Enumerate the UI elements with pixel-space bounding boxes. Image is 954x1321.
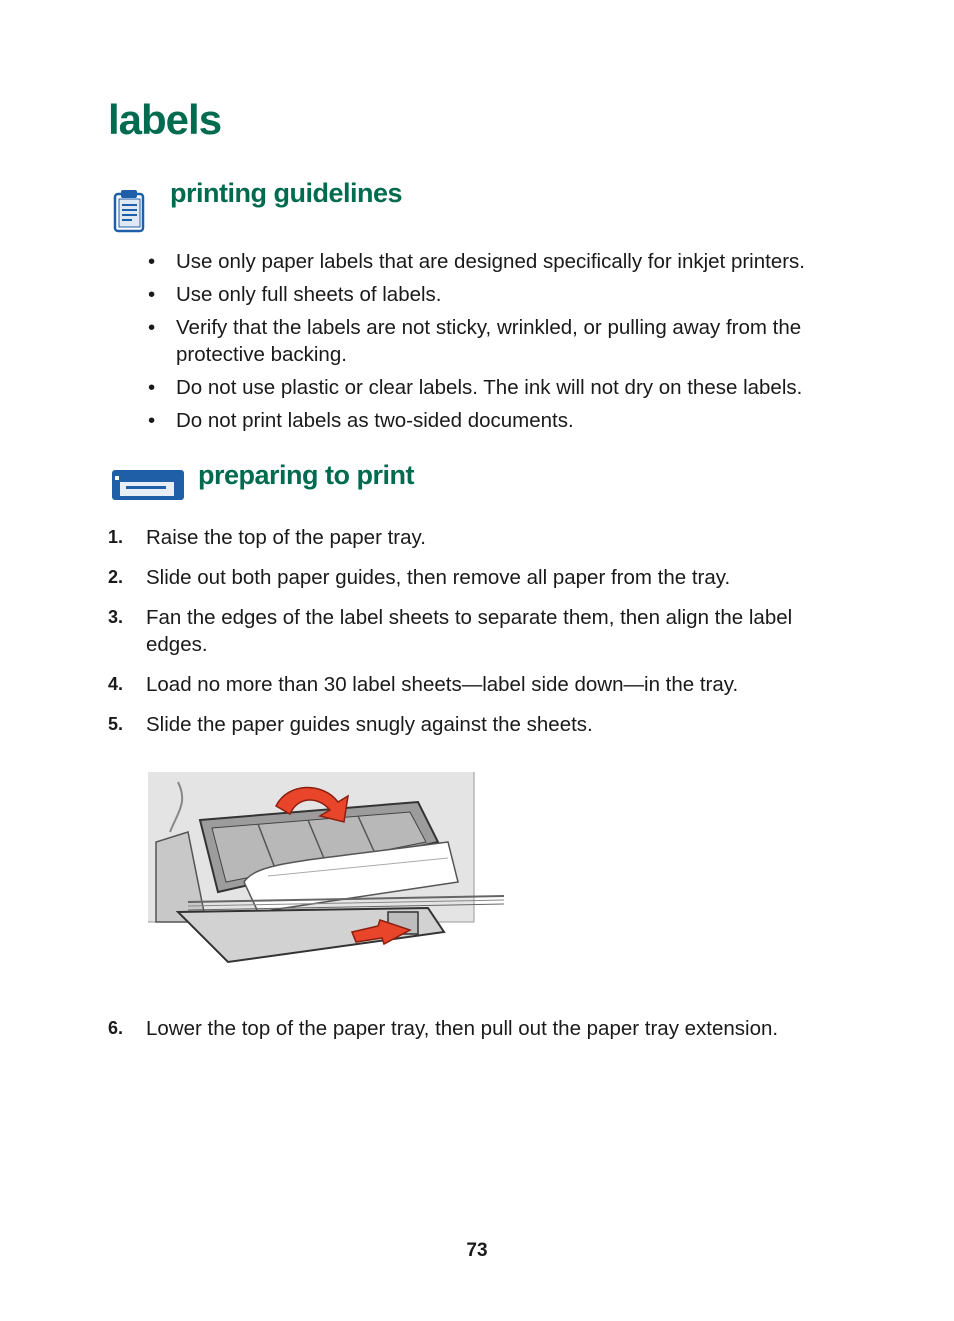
clipboard-icon: [112, 188, 146, 234]
step-text: Raise the top of the paper tray.: [146, 526, 426, 549]
page-title: labels: [108, 96, 222, 143]
list-item: • Use only paper labels that are designed specifically for inkjet printers.: [148, 248, 868, 275]
step-text: Load no more than 30 label sheets—label side down—in the tray.: [146, 673, 739, 696]
page-number: 73: [466, 1240, 488, 1261]
step-number: 5.: [108, 714, 124, 734]
step-number: 3.: [108, 607, 124, 627]
list-item: [108, 1015, 848, 1042]
list-item: [108, 524, 848, 551]
list-item: [108, 671, 848, 698]
list-item: • Verify that the labels are not sticky, wrinkled, or pulling away from the protective backing.: [148, 314, 868, 368]
list-item: • Do not print labels as two-sided documents.: [148, 407, 868, 434]
paper-tray-illustration: [148, 772, 508, 972]
step-text: Lower the top of the paper tray, then pull out the paper tray extension.: [146, 1017, 779, 1040]
step-number: 4.: [108, 674, 124, 694]
step-number: 6.: [108, 1018, 124, 1038]
section-heading-preparing: preparing to print: [198, 460, 414, 490]
step-text: Slide the paper guides snugly against the sheets.: [146, 713, 593, 736]
steps-list: [108, 524, 848, 751]
list-item: [108, 604, 848, 658]
step-text: Fan the edges of the label sheets to separate them, then align the label edges.: [146, 606, 793, 656]
section-heading-guidelines: printing guidelines: [170, 178, 402, 208]
step-number: 1.: [108, 527, 124, 547]
guidelines-list: [148, 248, 868, 440]
step-text: Slide out both paper guides, then remove all paper from the tray.: [146, 566, 731, 589]
list-item: [108, 564, 848, 591]
steps-list-continued: [108, 1015, 848, 1055]
printer-icon: [110, 468, 186, 504]
list-item: • Use only full sheets of labels.: [148, 281, 868, 308]
list-item: • Do not use plastic or clear labels. The ink will not dry on these labels.: [148, 374, 868, 401]
step-number: 2.: [108, 567, 124, 587]
list-item: [108, 711, 848, 738]
